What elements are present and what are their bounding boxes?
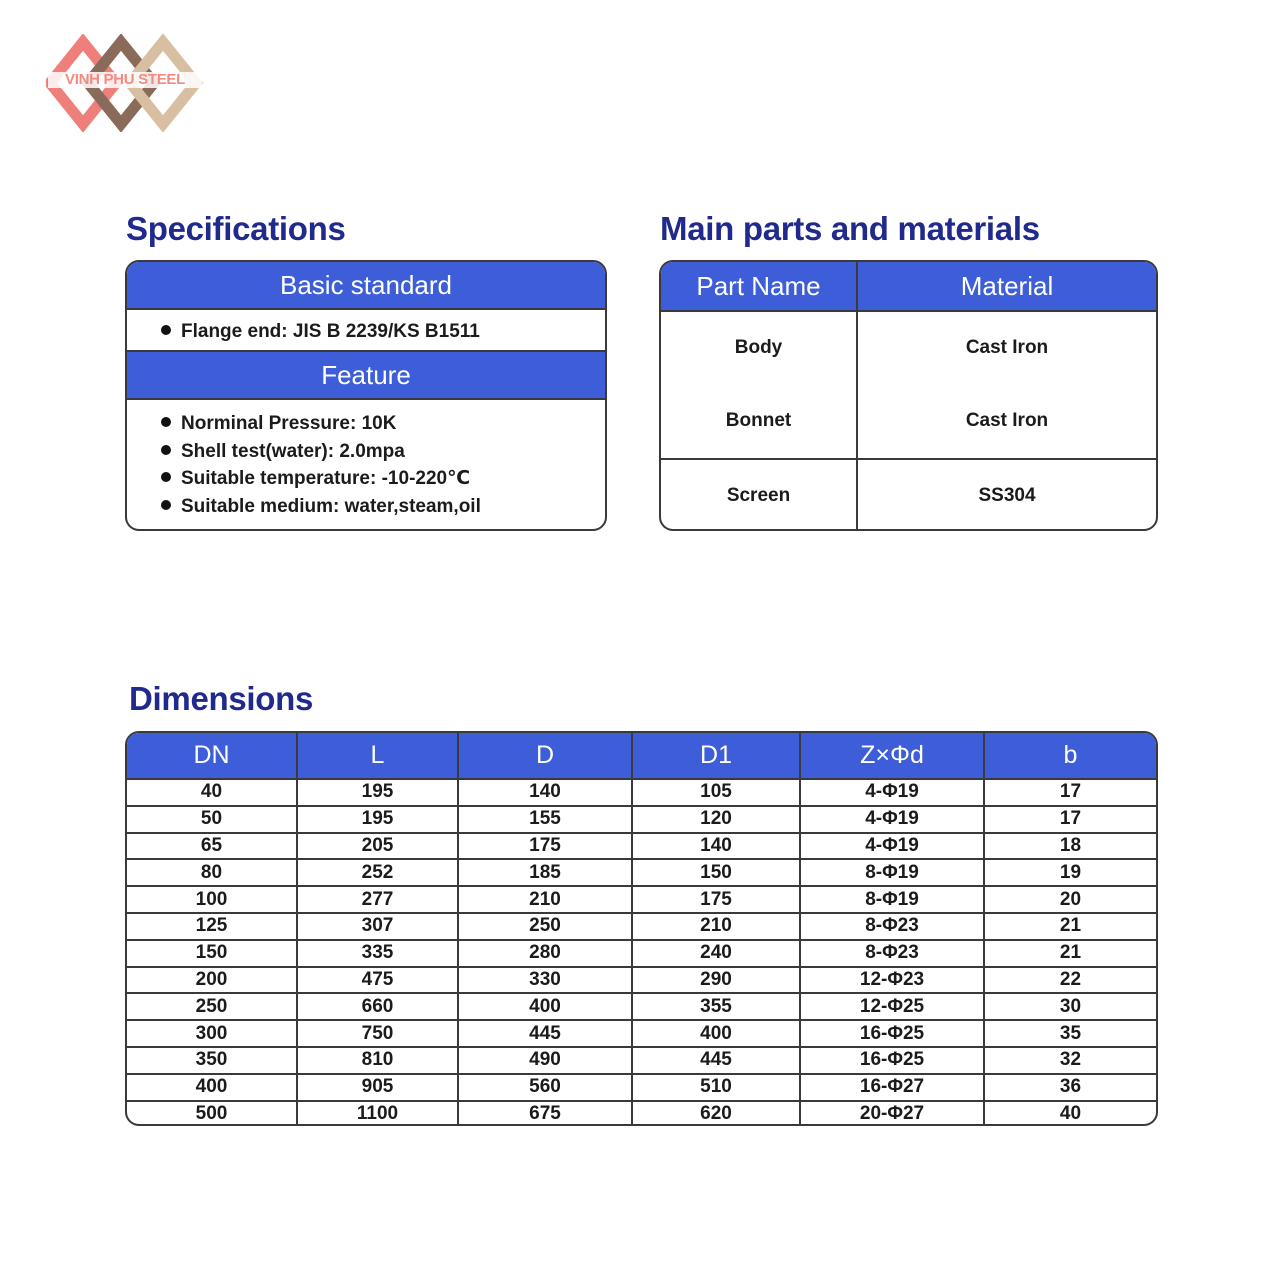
table-cell: 150 <box>632 859 800 886</box>
feature-header: Feature <box>127 352 605 400</box>
table-cell: 175 <box>458 833 632 860</box>
material-cell: Cast Iron <box>857 311 1156 384</box>
parts-row <box>661 459 1156 531</box>
table-cell: 4-Φ19 <box>800 806 984 833</box>
bullet-text: Flange end: JIS B 2239/KS B1511 <box>181 321 480 342</box>
table-cell: 100 <box>127 886 297 913</box>
table-row <box>127 1047 1156 1074</box>
table-cell: 8-Φ19 <box>800 886 984 913</box>
table-cell: 4-Φ19 <box>800 779 984 806</box>
table-cell: 17 <box>1059 781 1082 803</box>
table-cell: 240 <box>632 940 800 967</box>
material-cell: SS304 <box>857 459 1156 531</box>
table-cell: 252 <box>297 859 458 886</box>
table-cell: 36 <box>984 1074 1156 1101</box>
table-cell: 475 <box>297 967 458 994</box>
table-cell: 125 <box>127 913 297 940</box>
table-cell: 150 <box>127 940 297 967</box>
table-cell: 175 <box>632 886 800 913</box>
table-cell: 21 <box>984 940 1156 967</box>
table-row <box>127 833 1156 860</box>
table-cell: 18 <box>984 833 1156 860</box>
bullet-text: Norminal Pressure: 10K <box>181 413 397 434</box>
dimensions-col-header: D <box>458 733 632 779</box>
table-cell: 205 <box>297 833 458 860</box>
table-cell: 12-Φ25 <box>800 993 984 1020</box>
table-cell: 445 <box>632 1047 800 1074</box>
table-cell: 65 <box>127 833 297 860</box>
bullet-item <box>161 438 605 466</box>
parts-col-header: Part Name <box>661 262 857 311</box>
table-cell: 280 <box>458 940 632 967</box>
table-cell: 400 <box>632 1020 800 1047</box>
table-cell: 16-Φ25 <box>800 1020 984 1047</box>
table-row <box>127 859 1156 886</box>
table-cell: 35 <box>984 1020 1156 1047</box>
table-cell: 400 <box>127 1074 297 1101</box>
bullet-dot-icon <box>161 417 171 427</box>
table-cell: 277 <box>297 886 458 913</box>
part-name-cell: Screen <box>661 459 857 531</box>
parts-col-header: Material <box>857 262 1156 311</box>
table-cell: 16-Φ27 <box>800 1074 984 1101</box>
table-cell: 17 <box>984 806 1156 833</box>
table-cell: 210 <box>632 913 800 940</box>
table-cell: 500 <box>127 1101 297 1126</box>
table-cell: 905 <box>297 1074 458 1101</box>
table-cell: 105 <box>632 779 800 806</box>
table-cell: 16-Φ25 <box>800 1047 984 1074</box>
dimensions-col-header: L <box>297 733 458 779</box>
table-cell: 21 <box>984 913 1156 940</box>
bullet-item <box>161 318 605 346</box>
parts-header-row <box>661 262 1156 311</box>
table-cell: 8-Φ23 <box>800 913 984 940</box>
bullet-text: Suitable medium: water,steam,oil <box>181 495 481 517</box>
table-cell: 8-Φ19 <box>800 859 984 886</box>
bullet-item <box>161 493 605 521</box>
bullet-item <box>161 410 605 438</box>
table-cell: 1100 <box>297 1101 458 1126</box>
table-cell: 195 <box>297 779 458 806</box>
dimensions-col-header: DN <box>127 733 297 779</box>
table-cell: 355 <box>632 993 800 1020</box>
dimensions-table-box <box>125 731 1158 1126</box>
table-cell: 660 <box>297 993 458 1020</box>
parts-table <box>661 262 1156 531</box>
dimensions-col-header: D1 <box>632 733 800 779</box>
table-cell: 19 <box>984 859 1156 886</box>
basic-standard-list <box>127 310 605 352</box>
brand-logo <box>46 34 204 132</box>
bullet-dot-icon <box>161 325 171 335</box>
table-cell: 155 <box>458 806 632 833</box>
table-cell: 620 <box>632 1101 800 1126</box>
table-cell: 30 <box>984 993 1156 1020</box>
table-cell: 80 <box>127 859 297 886</box>
bullet-item <box>161 465 605 493</box>
table-cell: 560 <box>458 1074 632 1101</box>
table-cell: 490 <box>458 1047 632 1074</box>
table-cell: 4-Φ19 <box>800 833 984 860</box>
table-cell: 810 <box>297 1047 458 1074</box>
table-cell: 20-Φ27 <box>800 1101 984 1126</box>
bullet-dot-icon <box>161 472 171 482</box>
table-row <box>127 967 1156 994</box>
table-cell: 8-Φ23 <box>800 940 984 967</box>
dimensions-heading: Dimensions <box>129 680 314 717</box>
table-row <box>127 779 1156 806</box>
table-cell: 350 <box>127 1047 297 1074</box>
table-cell: 32 <box>984 1047 1156 1074</box>
material-cell: Cast Iron <box>965 410 1049 431</box>
dimensions-header-row <box>127 733 1156 779</box>
table-cell: 400 <box>458 993 632 1020</box>
bullet-dot-icon <box>161 500 171 510</box>
table-row <box>127 993 1156 1020</box>
table-row <box>127 1020 1156 1047</box>
table-cell: 140 <box>458 779 632 806</box>
dimensions-col-header: Z×Φd <box>800 733 984 779</box>
table-cell: 250 <box>127 993 297 1020</box>
specifications-box <box>125 260 607 531</box>
part-name-cell: Bonnet <box>661 384 857 459</box>
table-cell: 40 <box>984 1101 1156 1126</box>
table-cell: 330 <box>458 967 632 994</box>
table-cell: 200 <box>127 967 297 994</box>
parts-row <box>661 384 1156 459</box>
dimensions-col-header: b <box>984 733 1156 779</box>
bullet-dot-icon <box>161 445 171 455</box>
table-row <box>127 886 1156 913</box>
table-cell: 510 <box>632 1074 800 1101</box>
table-cell: 40 <box>127 779 297 806</box>
part-name-cell: Body <box>661 311 857 384</box>
table-cell: 307 <box>297 913 458 940</box>
dimensions-table <box>127 733 1156 1126</box>
table-row <box>127 913 1156 940</box>
parts-row <box>661 311 1156 384</box>
table-cell: 22 <box>984 967 1156 994</box>
table-cell: 290 <box>632 967 800 994</box>
table-cell: 445 <box>458 1020 632 1047</box>
table-cell: 210 <box>458 886 632 913</box>
specifications-heading: Specifications <box>126 210 346 247</box>
table-cell: 20 <box>984 886 1156 913</box>
parts-table-box <box>659 260 1158 531</box>
table-cell: 675 <box>458 1101 632 1126</box>
table-row <box>127 940 1156 967</box>
bullet-text: Suitable temperature: -10-220℃ <box>181 468 471 489</box>
table-cell: 750 <box>297 1020 458 1047</box>
table-cell: 195 <box>297 806 458 833</box>
table-cell: 300 <box>127 1020 297 1047</box>
feature-list <box>127 400 605 520</box>
table-row <box>127 1101 1156 1126</box>
table-cell: 120 <box>632 806 800 833</box>
basic-standard-header: Basic standard <box>127 262 605 310</box>
table-cell: 185 <box>458 859 632 886</box>
table-row <box>127 806 1156 833</box>
table-cell: 140 <box>632 833 800 860</box>
parts-heading: Main parts and materials <box>660 210 1040 247</box>
bullet-text: Shell test(water): 2.0mpa <box>181 440 405 462</box>
table-cell: 250 <box>458 913 632 940</box>
table-cell: 50 <box>127 806 297 833</box>
logo-text: VINH PHU STEEL <box>48 72 202 88</box>
table-cell: 12-Φ23 <box>800 967 984 994</box>
table-row <box>127 1074 1156 1101</box>
table-cell: 335 <box>297 940 458 967</box>
